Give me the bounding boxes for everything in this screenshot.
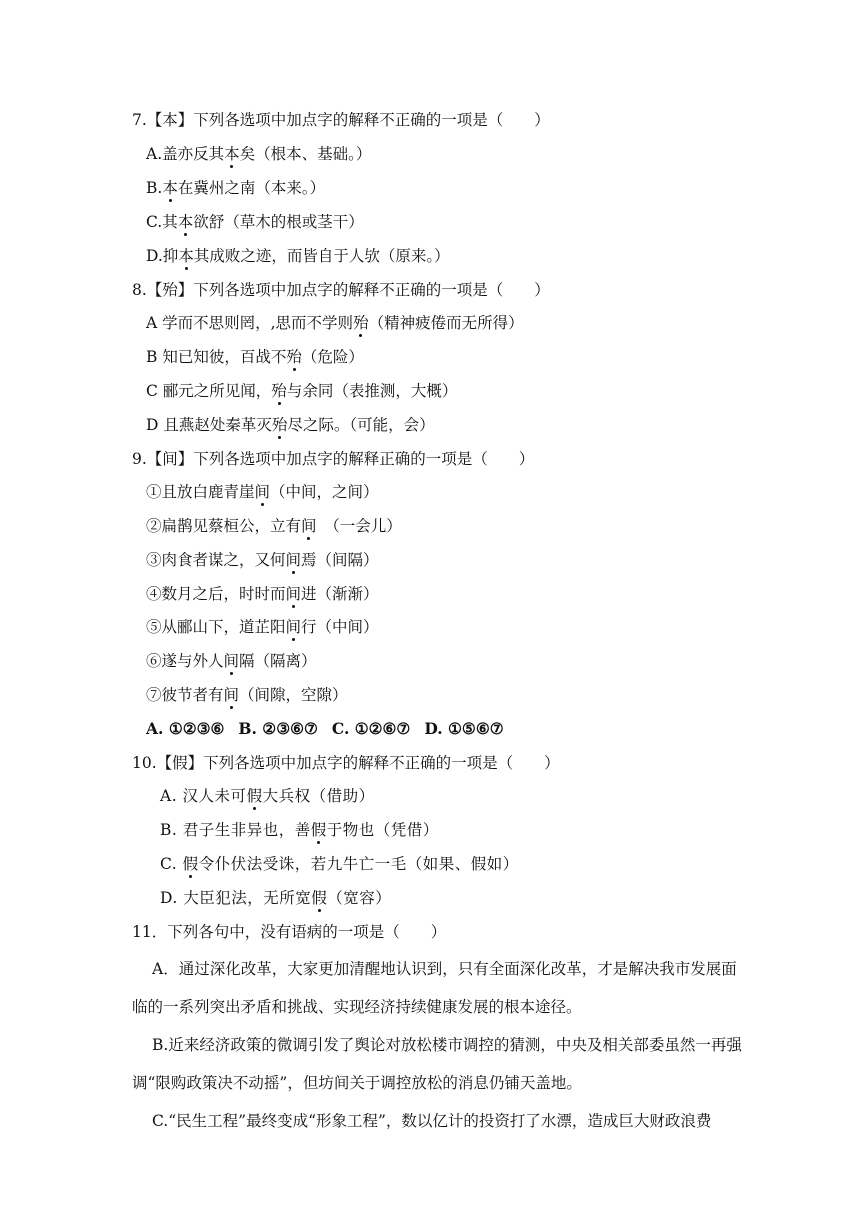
question-11-option-b-line-2: 调“限购政策决不动摇”，但坊间关于调控放松的消息仍铺天盖地。 xyxy=(132,1074,582,1092)
question-8-option-c: C 郦元之所见闻，殆与余同（表推测，大概） xyxy=(146,382,458,400)
dotted-character: 本 xyxy=(162,179,178,197)
question-11-option-a-line-1: A．通过深化改革，大家更加清醒地认识到，只有全面深化改革，才是解决我市发展面 xyxy=(152,960,737,978)
question-10-option-a: A. 汉人未可假大兵权（借助） xyxy=(160,787,375,805)
question-10-stem: 10.【假】下列各选项中加点字的解释不正确的一项是（ ） xyxy=(132,754,560,772)
question-7-option-d: D.抑本其成败之迹，而皆自于人欤（原来。） xyxy=(146,247,450,265)
answer-choice-c: C. ①②⑥⑦ xyxy=(331,719,411,738)
dotted-character: 殆 xyxy=(353,314,369,332)
question-11-option-c-line-1: C.“民生工程”最终变成“形象工程”，数以亿计的投资打了水漂，造成巨大财政浪费 xyxy=(152,1112,712,1130)
question-9-stem: 9.【间】下列各选项中加点字的解释正确的一项是（ ） xyxy=(132,450,535,468)
dotted-character: 本 xyxy=(178,247,194,265)
question-7-stem: 7.【本】下列各选项中加点字的解释不正确的一项是（ ） xyxy=(132,111,550,129)
dotted-character: 间 xyxy=(285,551,302,569)
dotted-character: 本 xyxy=(177,213,194,231)
dotted-character: 间 xyxy=(301,517,317,535)
question-10-option-d: D. 大臣犯法，无所宽假（宽容） xyxy=(160,889,392,907)
answer-choice-b: B. ②③⑥⑦ xyxy=(238,719,318,738)
question-9-item-1: ①且放白鹿青崖间（中间，之间） xyxy=(146,483,379,501)
question-9-item-3: ③肉食者谋之，又何间焉（间隔） xyxy=(146,551,379,569)
dotted-character: 间 xyxy=(223,686,240,704)
dotted-character: 殆 xyxy=(286,348,302,366)
dotted-character: 假 xyxy=(182,855,199,873)
question-11-option-a-line-2: 临的一系列突出矛盾和挑战、实现经济持续健康发展的根本途径。 xyxy=(132,998,582,1016)
question-7-option-b: B.本在冀州之南（本来。） xyxy=(146,179,326,197)
dotted-character: 间 xyxy=(285,585,302,603)
question-9-item-7: ⑦彼节者有间（间隙，空隙） xyxy=(146,686,348,704)
question-8-stem: 8.【殆】下列各选项中加点字的解释不正确的一项是（ ） xyxy=(132,281,550,299)
question-9-item-2: ②扁鹊见蔡桓公，立有间 （一会儿） xyxy=(146,517,402,535)
dotted-character: 殆 xyxy=(271,382,287,400)
dotted-character: 间 xyxy=(285,618,302,636)
question-10-option-c: C. 假令仆伏法受诛，若九牛亡一毛（如果、假如） xyxy=(160,855,519,873)
question-8-option-b: B 知已知彼，百战不殆（危险） xyxy=(146,348,364,366)
question-11-stem: 11．下列各句中，没有语病的一项是（ ） xyxy=(132,923,447,941)
question-8-option-a: A 学而不思则罔，,思而不学则殆（精神疲倦而无所得） xyxy=(146,314,524,332)
question-9-item-6: ⑥遂与外人间隔（隔离） xyxy=(146,652,317,670)
question-11-option-b-line-1: B.近来经济政策的微调引发了舆论对放松楼市调控的猜测，中央及相关部委虽然一再强 xyxy=(152,1036,742,1054)
dotted-character: 假 xyxy=(246,787,263,805)
question-7-option-a: A.盖亦反其本矣（根本、基础。） xyxy=(146,145,372,163)
answer-choice-d: D. ①⑤⑥⑦ xyxy=(424,719,504,738)
question-7-option-c: C.其本欲舒（草木的根或茎干） xyxy=(146,213,364,231)
dotted-character: 殆 xyxy=(271,416,288,434)
dotted-character: 本 xyxy=(224,145,240,163)
question-9-item-4: ④数月之后，时时而间进（渐渐） xyxy=(146,585,379,603)
question-8-option-d: D 且燕赵处秦革灭殆尽之际。（可能，会） xyxy=(146,416,435,434)
dotted-character: 间 xyxy=(254,483,271,501)
question-9-item-5: ⑤从郦山下，道芷阳间行（中间） xyxy=(146,618,379,636)
dotted-character: 间 xyxy=(223,652,240,670)
answer-choice-a: A. ①②③⑥ xyxy=(146,719,225,738)
dotted-character: 假 xyxy=(311,889,328,907)
question-10-option-b: B. 君子生非异也，善假于物也（凭借） xyxy=(160,821,439,839)
question-9-answer-choices xyxy=(146,719,504,739)
dotted-character: 假 xyxy=(310,821,327,839)
